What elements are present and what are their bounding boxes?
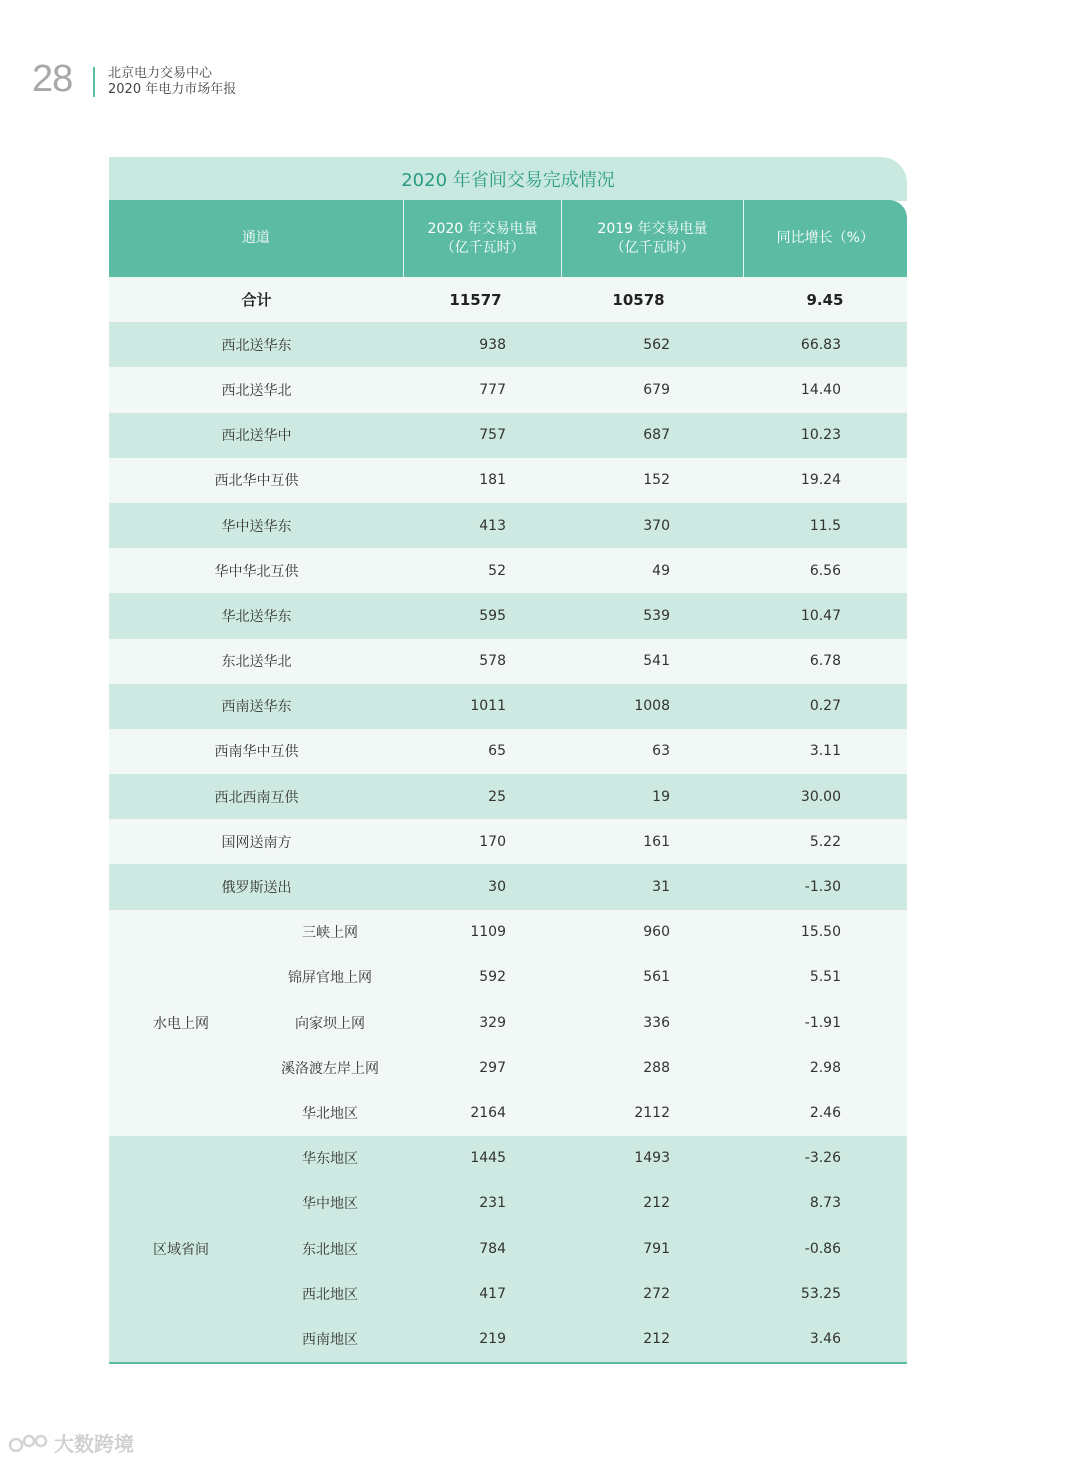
row-name: 华北地区: [302, 1105, 358, 1122]
row-2019: 152: [643, 472, 670, 489]
row-2020: 52: [488, 562, 506, 579]
row-name: 华东地区: [302, 1151, 358, 1168]
table-header: [109, 200, 907, 277]
row-name: 西南送华东: [221, 699, 292, 716]
table-row: [109, 729, 907, 774]
row-2019: 161: [643, 833, 670, 850]
table-row: [109, 593, 907, 638]
row-2020: 417: [479, 1285, 506, 1302]
table-row: [109, 1090, 907, 1135]
row-2020: 592: [479, 969, 506, 986]
row-2020: 595: [479, 607, 506, 624]
row-name: 西南地区: [302, 1331, 358, 1348]
row-2020: 1109: [470, 924, 506, 941]
row-growth: 10.23: [800, 427, 841, 444]
row-name: 溪洛渡左岸上网: [281, 1060, 379, 1077]
row-growth: 5.22: [809, 833, 841, 850]
watermark: [8, 1428, 134, 1457]
page-number: 28: [32, 58, 73, 100]
row-2019: 791: [643, 1240, 670, 1257]
row-name: 华中华北互供: [214, 563, 299, 580]
row-2020: 231: [479, 1195, 506, 1212]
row-2019: 336: [643, 1014, 670, 1031]
total-growth: 9.45: [806, 290, 844, 309]
row-name: 锦屏官地上网: [288, 970, 372, 987]
row-2020: 30: [488, 879, 506, 896]
table-row: [109, 1000, 907, 1045]
row-name: 国网送南方: [221, 834, 292, 851]
table-row: [109, 367, 907, 412]
table-row: [109, 819, 907, 864]
interprovincial-trade-table: [109, 157, 907, 1364]
row-2019: 212: [643, 1330, 670, 1347]
row-name: 向家坝上网: [295, 1015, 365, 1032]
row-growth: 8.73: [809, 1195, 841, 1212]
col-header-channel: 通道: [241, 230, 270, 246]
watermark-logo-icon: [8, 1432, 50, 1454]
table-row: [109, 864, 907, 909]
row-2019: 272: [643, 1285, 670, 1302]
col-header-2020: 2020 年交易电量 （亿千瓦时）: [403, 200, 561, 277]
table-row: [109, 1226, 907, 1271]
row-2019: 370: [643, 517, 670, 534]
row-2020: 578: [479, 653, 506, 670]
row-growth: -3.26: [804, 1150, 841, 1167]
table-row: [109, 774, 907, 819]
row-name: 西北地区: [302, 1286, 358, 1303]
row-name: 东北送华北: [221, 654, 292, 671]
row-growth: 5.51: [809, 969, 841, 986]
group-hydro: [109, 910, 907, 1136]
row-2020: 1011: [470, 698, 506, 715]
group-label-regional: 区域省间: [153, 1241, 209, 1258]
table-bottom-rule: [109, 1362, 907, 1364]
row-2020: 219: [479, 1330, 506, 1347]
row-2019: 19: [652, 788, 670, 805]
total-row: [109, 277, 907, 322]
row-2019: 2112: [634, 1104, 670, 1121]
header-divider: [93, 67, 95, 97]
row-name: 三峡上网: [302, 925, 358, 942]
table-row: [109, 413, 907, 458]
row-2020: 170: [479, 833, 506, 850]
row-name: 西北华中互供: [214, 473, 299, 490]
table-row: [109, 955, 907, 1000]
row-2020: 297: [479, 1059, 506, 1076]
row-2019: 31: [652, 879, 670, 896]
table-row: [109, 548, 907, 593]
table-row: [109, 684, 907, 729]
group-regional: [109, 1136, 907, 1362]
row-growth: 2.46: [809, 1104, 841, 1121]
row-name: 华中地区: [302, 1196, 358, 1213]
table-row: [109, 1181, 907, 1226]
row-2020: 181: [479, 472, 506, 489]
total-label: 合计: [241, 291, 272, 310]
row-growth: 10.47: [800, 607, 841, 624]
row-growth: 6.78: [809, 653, 841, 670]
row-name: 西北送华北: [221, 382, 292, 399]
row-growth: 6.56: [809, 562, 841, 579]
header-report: 2020 年电力市场年报: [108, 82, 237, 97]
group-label-hydro: 水电上网: [153, 1015, 209, 1032]
row-growth: 30.00: [800, 788, 841, 805]
row-growth: 53.25: [800, 1285, 841, 1302]
row-2019: 1493: [634, 1150, 670, 1167]
row-2020: 25: [488, 788, 506, 805]
running-header: [108, 66, 236, 98]
table-row: [109, 322, 907, 367]
row-growth: -1.30: [804, 879, 841, 896]
row-name: 俄罗斯送出: [221, 880, 292, 897]
row-2020: 757: [479, 427, 506, 444]
row-name: 华北送华东: [221, 608, 292, 625]
row-2019: 288: [643, 1059, 670, 1076]
row-2020: 2164: [470, 1104, 506, 1121]
row-2020: 938: [479, 336, 506, 353]
table-body: [109, 322, 907, 909]
col-header-growth: 同比增长（%）: [743, 200, 907, 277]
row-2019: 63: [652, 743, 670, 760]
row-2019: 960: [643, 924, 670, 941]
row-growth: 11.5: [809, 517, 841, 534]
row-growth: 3.46: [809, 1330, 841, 1347]
row-growth: 3.11: [809, 743, 841, 760]
row-growth: -0.86: [804, 1240, 841, 1257]
row-2019: 539: [643, 607, 670, 624]
row-name: 西北送华东: [221, 337, 292, 354]
row-growth: 15.50: [800, 924, 841, 941]
row-name: 西南华中互供: [214, 744, 299, 761]
table-row: [109, 1136, 907, 1181]
row-2019: 49: [652, 562, 670, 579]
table-row: [109, 503, 907, 548]
row-growth: 66.83: [800, 336, 841, 353]
row-name: 东北地区: [302, 1241, 358, 1258]
row-2019: 561: [643, 969, 670, 986]
row-name: 西北西南互供: [214, 789, 299, 806]
row-2020: 784: [479, 1240, 506, 1257]
row-2019: 679: [643, 381, 670, 398]
table-title: 2020 年省间交易完成情况: [109, 157, 907, 201]
row-2019: 687: [643, 427, 670, 444]
row-2019: 562: [643, 336, 670, 353]
table-row: [109, 910, 907, 955]
row-2020: 777: [479, 381, 506, 398]
row-growth: 14.40: [800, 381, 841, 398]
row-2020: 413: [479, 517, 506, 534]
table-row: [109, 1271, 907, 1316]
table-row: [109, 1045, 907, 1090]
header-org: 北京电力交易中心: [108, 66, 213, 81]
table-row: [109, 1316, 907, 1361]
row-2019: 1008: [634, 698, 670, 715]
row-2019: 212: [643, 1195, 670, 1212]
row-2020: 65: [488, 743, 506, 760]
row-2020: 1445: [470, 1150, 506, 1167]
col-header-2019: 2019 年交易电量 （亿千瓦时）: [561, 200, 742, 277]
row-name: 西北送华中: [221, 428, 292, 445]
row-2019: 541: [643, 653, 670, 670]
row-2020: 329: [479, 1014, 506, 1031]
row-growth: 0.27: [809, 698, 841, 715]
watermark-text: 大数跨境: [54, 1432, 134, 1456]
table-row: [109, 639, 907, 684]
row-growth: 2.98: [809, 1059, 841, 1076]
row-growth: -1.91: [804, 1014, 841, 1031]
row-growth: 19.24: [800, 472, 841, 489]
total-2020: 11577: [449, 290, 502, 309]
total-2019: 10578: [612, 290, 665, 309]
table-row: [109, 458, 907, 503]
row-name: 华中送华东: [221, 518, 292, 535]
